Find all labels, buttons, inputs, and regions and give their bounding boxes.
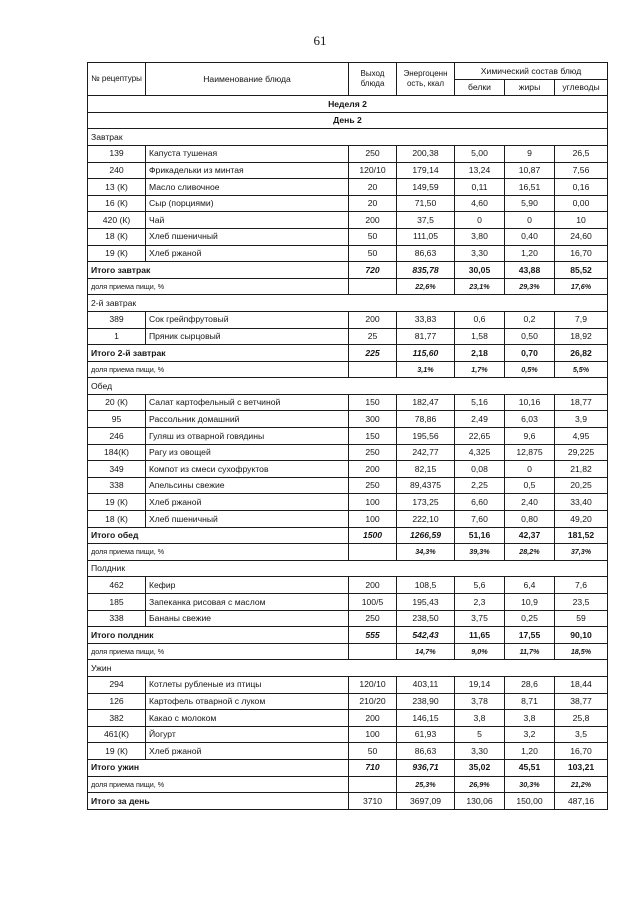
dish-yield: 300: [349, 411, 397, 428]
dish-carbs: 24,60: [555, 228, 608, 245]
dish-yield: 150: [349, 394, 397, 411]
dish-fat: 28,6: [505, 676, 555, 693]
meal-section-header: [88, 560, 608, 577]
dish-energy: 222,10: [397, 511, 455, 528]
day-label: День 2: [88, 112, 608, 129]
share-protein: 23,1%: [455, 278, 505, 295]
meal-section-header: [88, 378, 608, 395]
dish-fat: 10,9: [505, 594, 555, 611]
recipe-number: 18 (К): [88, 228, 146, 245]
dish-name: Гуляш из отварной говядины: [146, 428, 349, 445]
dish-fat: 2,40: [505, 494, 555, 511]
dish-name: Хлеб ржаной: [146, 245, 349, 262]
recipe-number: 95: [88, 411, 146, 428]
dish-yield: 20: [349, 179, 397, 196]
dish-energy: 238,90: [397, 693, 455, 710]
share-empty: [349, 278, 397, 295]
dish-name: Фрикадельки из минтая: [146, 162, 349, 179]
dish-fat: 12,875: [505, 444, 555, 461]
dish-protein: 7,60: [455, 511, 505, 528]
dish-carbs: 33,40: [555, 494, 608, 511]
meal-title: 2-й завтрак: [88, 295, 608, 312]
dish-carbs: 29,225: [555, 444, 608, 461]
meal-total-row: [88, 527, 608, 544]
dish-carbs: 23,5: [555, 594, 608, 611]
recipe-number: 19 (К): [88, 245, 146, 262]
total-fat: 45,51: [505, 759, 555, 776]
dish-fat: 10,87: [505, 162, 555, 179]
day-total-protein: 130,06: [455, 793, 505, 810]
week-label: Неделя 2: [88, 96, 608, 113]
dish-row: [88, 328, 608, 345]
dish-protein: 13,24: [455, 162, 505, 179]
recipe-number: 16 (К): [88, 195, 146, 212]
dish-fat: 3,8: [505, 710, 555, 727]
dish-row: [88, 411, 608, 428]
meal-share-row: [88, 278, 608, 295]
dish-protein: 4,325: [455, 444, 505, 461]
recipe-number: 420 (К): [88, 212, 146, 229]
dish-protein: 22,65: [455, 428, 505, 445]
dish-name: Картофель отварной с луком: [146, 693, 349, 710]
dish-yield: 250: [349, 610, 397, 627]
header-yield: Выход блюда: [349, 63, 397, 96]
dish-name: Бананы свежие: [146, 610, 349, 627]
header-protein: белки: [455, 79, 505, 96]
day-total-carbs: 487,16: [555, 793, 608, 810]
total-fat: 0,70: [505, 345, 555, 362]
dish-fat: 0: [505, 212, 555, 229]
header-carbs: углеводы: [555, 79, 608, 96]
dish-row: [88, 676, 608, 693]
dish-row: [88, 511, 608, 528]
dish-yield: 25: [349, 328, 397, 345]
total-carbs: 26,82: [555, 345, 608, 362]
recipe-number: 184(К): [88, 444, 146, 461]
dish-row: [88, 245, 608, 262]
dish-carbs: 18,92: [555, 328, 608, 345]
dish-name: Сок грейпфрутовый: [146, 311, 349, 328]
meal-title: Обед: [88, 378, 608, 395]
dish-yield: 250: [349, 145, 397, 162]
dish-carbs: 7,56: [555, 162, 608, 179]
dish-row: [88, 145, 608, 162]
dish-fat: 0,80: [505, 511, 555, 528]
meal-total-row: [88, 759, 608, 776]
dish-carbs: 25,8: [555, 710, 608, 727]
share-carbs: 17,6%: [555, 278, 608, 295]
total-fat: 43,88: [505, 262, 555, 279]
share-label: доля приема пищи, %: [88, 643, 349, 660]
dish-name: Апельсины свежие: [146, 477, 349, 494]
total-yield: 720: [349, 262, 397, 279]
dish-yield: 200: [349, 577, 397, 594]
share-energy: 22,6%: [397, 278, 455, 295]
dish-carbs: 3,5: [555, 726, 608, 743]
dish-name: Хлеб ржаной: [146, 494, 349, 511]
share-empty: [349, 544, 397, 561]
header-fat: жиры: [505, 79, 555, 96]
share-fat: 29,3%: [505, 278, 555, 295]
dish-name: Капуста тушеная: [146, 145, 349, 162]
dish-energy: 86,63: [397, 743, 455, 760]
dish-fat: 1,20: [505, 743, 555, 760]
recipe-number: 338: [88, 610, 146, 627]
dish-name: Масло сливочное: [146, 179, 349, 196]
dish-energy: 200,38: [397, 145, 455, 162]
share-fat: 11,7%: [505, 643, 555, 660]
share-carbs: 37,3%: [555, 544, 608, 561]
dish-name: Хлеб пшеничный: [146, 228, 349, 245]
dish-fat: 6,4: [505, 577, 555, 594]
recipe-number: 139: [88, 145, 146, 162]
share-protein: 1,7%: [455, 361, 505, 378]
share-empty: [349, 776, 397, 793]
dish-row: [88, 726, 608, 743]
share-protein: 39,3%: [455, 544, 505, 561]
share-empty: [349, 643, 397, 660]
dish-energy: 182,47: [397, 394, 455, 411]
dish-yield: 20: [349, 195, 397, 212]
total-protein: 11,65: [455, 627, 505, 644]
dish-row: [88, 477, 608, 494]
recipe-number: 240: [88, 162, 146, 179]
dish-name: Йогурт: [146, 726, 349, 743]
dish-energy: 403,11: [397, 676, 455, 693]
total-protein: 30,05: [455, 262, 505, 279]
dish-protein: 19,14: [455, 676, 505, 693]
dish-protein: 3,80: [455, 228, 505, 245]
dish-fat: 5,90: [505, 195, 555, 212]
dish-energy: 242,77: [397, 444, 455, 461]
recipe-number: 338: [88, 477, 146, 494]
dish-row: [88, 693, 608, 710]
meal-section-header: [88, 129, 608, 146]
dish-carbs: 0,00: [555, 195, 608, 212]
dish-yield: 100: [349, 726, 397, 743]
dish-energy: 33,83: [397, 311, 455, 328]
total-label: Итого 2-й завтрак: [88, 345, 349, 362]
dish-protein: 2,3: [455, 594, 505, 611]
meal-title: Ужин: [88, 660, 608, 677]
dish-name: Сыр (порциями): [146, 195, 349, 212]
dish-yield: 50: [349, 228, 397, 245]
meal-section-header: [88, 660, 608, 677]
dish-fat: 0,40: [505, 228, 555, 245]
dish-carbs: 7,9: [555, 311, 608, 328]
meal-total-row: [88, 627, 608, 644]
recipe-number: 1: [88, 328, 146, 345]
share-protein: 26,9%: [455, 776, 505, 793]
dish-row: [88, 494, 608, 511]
dish-fat: 16,51: [505, 179, 555, 196]
total-carbs: 181,52: [555, 527, 608, 544]
total-carbs: 90,10: [555, 627, 608, 644]
recipe-number: 389: [88, 311, 146, 328]
share-label: доля приема пищи, %: [88, 361, 349, 378]
day-total-yield: 3710: [349, 793, 397, 810]
share-label: доля приема пищи, %: [88, 544, 349, 561]
dish-name: Хлеб пшеничный: [146, 511, 349, 528]
dish-energy: 195,43: [397, 594, 455, 611]
recipe-number: 461(К): [88, 726, 146, 743]
share-carbs: 18,5%: [555, 643, 608, 660]
dish-name: Котлеты рубленые из птицы: [146, 676, 349, 693]
total-energy: 1266,59: [397, 527, 455, 544]
dish-energy: 82,15: [397, 461, 455, 478]
share-energy: 25,3%: [397, 776, 455, 793]
dish-protein: 3,78: [455, 693, 505, 710]
dish-energy: 173,25: [397, 494, 455, 511]
dish-protein: 5,6: [455, 577, 505, 594]
dish-row: [88, 179, 608, 196]
dish-name: Чай: [146, 212, 349, 229]
dish-protein: 2,49: [455, 411, 505, 428]
dish-energy: 78,86: [397, 411, 455, 428]
dish-fat: 1,20: [505, 245, 555, 262]
meal-total-row: [88, 345, 608, 362]
recipe-number: 19 (К): [88, 494, 146, 511]
meal-title: Полдник: [88, 560, 608, 577]
dish-name: Запеканка рисовая с маслом: [146, 594, 349, 611]
share-carbs: 5,5%: [555, 361, 608, 378]
recipe-number: 18 (К): [88, 511, 146, 528]
dish-energy: 89,4375: [397, 477, 455, 494]
dish-protein: 5: [455, 726, 505, 743]
dish-protein: 5,16: [455, 394, 505, 411]
dish-yield: 120/10: [349, 676, 397, 693]
total-energy: 936,71: [397, 759, 455, 776]
dish-protein: 4,60: [455, 195, 505, 212]
dish-fat: 3,2: [505, 726, 555, 743]
dish-yield: 100/5: [349, 594, 397, 611]
dish-yield: 100: [349, 494, 397, 511]
share-carbs: 21,2%: [555, 776, 608, 793]
dish-energy: 108,5: [397, 577, 455, 594]
meal-share-row: [88, 643, 608, 660]
total-fat: 17,55: [505, 627, 555, 644]
dish-yield: 250: [349, 477, 397, 494]
dish-row: [88, 577, 608, 594]
dish-carbs: 59: [555, 610, 608, 627]
dish-row: [88, 311, 608, 328]
dish-name: Хлеб ржаной: [146, 743, 349, 760]
recipe-number: 349: [88, 461, 146, 478]
dish-energy: 146,15: [397, 710, 455, 727]
share-fat: 30,3%: [505, 776, 555, 793]
recipe-number: 294: [88, 676, 146, 693]
recipe-number: 20 (К): [88, 394, 146, 411]
dish-fat: 10,16: [505, 394, 555, 411]
dish-row: [88, 594, 608, 611]
recipe-number: 382: [88, 710, 146, 727]
meal-share-row: [88, 361, 608, 378]
recipe-number: 462: [88, 577, 146, 594]
total-energy: 542,43: [397, 627, 455, 644]
dish-name: Компот из смеси сухофруктов: [146, 461, 349, 478]
dish-fat: 8,71: [505, 693, 555, 710]
dish-carbs: 16,70: [555, 245, 608, 262]
dish-row: [88, 212, 608, 229]
dish-yield: 200: [349, 710, 397, 727]
share-fat: 0,5%: [505, 361, 555, 378]
dish-energy: 71,50: [397, 195, 455, 212]
dish-name: Рагу из овощей: [146, 444, 349, 461]
dish-name: Салат картофельный с ветчиной: [146, 394, 349, 411]
dish-energy: 111,05: [397, 228, 455, 245]
share-label: доля приема пищи, %: [88, 776, 349, 793]
dish-yield: 250: [349, 444, 397, 461]
dish-yield: 100: [349, 511, 397, 528]
recipe-number: 246: [88, 428, 146, 445]
dish-energy: 179,14: [397, 162, 455, 179]
menu-table: [87, 62, 608, 810]
dish-name: Кефир: [146, 577, 349, 594]
dish-row: [88, 444, 608, 461]
dish-protein: 6,60: [455, 494, 505, 511]
dish-yield: 150: [349, 428, 397, 445]
dish-carbs: 10: [555, 212, 608, 229]
header-recipe-number: № рецептуры: [88, 63, 146, 96]
total-fat: 42,37: [505, 527, 555, 544]
total-carbs: 85,52: [555, 262, 608, 279]
dish-energy: 149,59: [397, 179, 455, 196]
dish-protein: 0: [455, 212, 505, 229]
total-protein: 35,02: [455, 759, 505, 776]
dish-carbs: 18,44: [555, 676, 608, 693]
dish-energy: 37,5: [397, 212, 455, 229]
dish-fat: 0,2: [505, 311, 555, 328]
total-label: Итого ужин: [88, 759, 349, 776]
dish-row: [88, 162, 608, 179]
dish-protein: 3,75: [455, 610, 505, 627]
dish-protein: 0,11: [455, 179, 505, 196]
dish-carbs: 7,6: [555, 577, 608, 594]
dish-yield: 200: [349, 311, 397, 328]
dish-yield: 50: [349, 743, 397, 760]
header-energy: Энергоценн ость, ккал: [397, 63, 455, 96]
dish-protein: 0,6: [455, 311, 505, 328]
dish-carbs: 4,95: [555, 428, 608, 445]
share-label: доля приема пищи, %: [88, 278, 349, 295]
dish-row: [88, 195, 608, 212]
dish-protein: 0,08: [455, 461, 505, 478]
share-energy: 14,7%: [397, 643, 455, 660]
share-energy: 34,3%: [397, 544, 455, 561]
dish-fat: 9,6: [505, 428, 555, 445]
dish-row: [88, 610, 608, 627]
meal-section-header: [88, 295, 608, 312]
dish-carbs: 21,82: [555, 461, 608, 478]
day-total-fat: 150,00: [505, 793, 555, 810]
share-empty: [349, 361, 397, 378]
meal-total-row: [88, 262, 608, 279]
header-dish-name: Наименование блюда: [146, 63, 349, 96]
meal-share-row: [88, 776, 608, 793]
total-yield: 1500: [349, 527, 397, 544]
dish-name: Рассольник домашний: [146, 411, 349, 428]
dish-protein: 5,00: [455, 145, 505, 162]
dish-energy: 195,56: [397, 428, 455, 445]
dish-energy: 81,77: [397, 328, 455, 345]
share-energy: 3,1%: [397, 361, 455, 378]
total-label: Итого полдник: [88, 627, 349, 644]
dish-carbs: 16,70: [555, 743, 608, 760]
meal-share-row: [88, 544, 608, 561]
dish-carbs: 20,25: [555, 477, 608, 494]
meal-title: Завтрак: [88, 129, 608, 146]
dish-row: [88, 743, 608, 760]
dish-protein: 1,58: [455, 328, 505, 345]
dish-row: [88, 428, 608, 445]
dish-yield: 200: [349, 212, 397, 229]
total-energy: 115,60: [397, 345, 455, 362]
dish-name: Пряник сырцовый: [146, 328, 349, 345]
dish-protein: 2,25: [455, 477, 505, 494]
dish-protein: 3,30: [455, 743, 505, 760]
total-label: Итого обед: [88, 527, 349, 544]
dish-name: Какао с молоком: [146, 710, 349, 727]
dish-row: [88, 710, 608, 727]
day-total-energy: 3697,09: [397, 793, 455, 810]
total-carbs: 103,21: [555, 759, 608, 776]
total-yield: 555: [349, 627, 397, 644]
total-yield: 225: [349, 345, 397, 362]
dish-row: [88, 394, 608, 411]
dish-energy: 61,93: [397, 726, 455, 743]
dish-fat: 0,25: [505, 610, 555, 627]
dish-carbs: 26,5: [555, 145, 608, 162]
day-total-label: Итого за день: [88, 793, 349, 810]
dish-energy: 238,50: [397, 610, 455, 627]
dish-yield: 200: [349, 461, 397, 478]
dish-row: [88, 228, 608, 245]
dish-protein: 3,30: [455, 245, 505, 262]
total-protein: 51,16: [455, 527, 505, 544]
dish-energy: 86,63: [397, 245, 455, 262]
dish-row: [88, 461, 608, 478]
dish-fat: 0: [505, 461, 555, 478]
total-protein: 2,18: [455, 345, 505, 362]
dish-fat: 0,5: [505, 477, 555, 494]
share-fat: 28,2%: [505, 544, 555, 561]
dish-carbs: 0,16: [555, 179, 608, 196]
dish-fat: 0,50: [505, 328, 555, 345]
total-yield: 710: [349, 759, 397, 776]
total-energy: 835,78: [397, 262, 455, 279]
dish-carbs: 49,20: [555, 511, 608, 528]
dish-yield: 50: [349, 245, 397, 262]
recipe-number: 185: [88, 594, 146, 611]
dish-yield: 120/10: [349, 162, 397, 179]
dish-carbs: 38,77: [555, 693, 608, 710]
share-protein: 9,0%: [455, 643, 505, 660]
recipe-number: 126: [88, 693, 146, 710]
dish-yield: 210/20: [349, 693, 397, 710]
recipe-number: 13 (К): [88, 179, 146, 196]
dish-protein: 3,8: [455, 710, 505, 727]
dish-fat: 6,03: [505, 411, 555, 428]
dish-fat: 9: [505, 145, 555, 162]
page-number: 61: [313, 33, 327, 48]
recipe-number: 19 (К): [88, 743, 146, 760]
total-label: Итого завтрак: [88, 262, 349, 279]
dish-carbs: 3,9: [555, 411, 608, 428]
header-chemical-composition: Химический состав блюд: [455, 63, 608, 80]
day-total-row: [88, 793, 608, 810]
dish-carbs: 18,77: [555, 394, 608, 411]
